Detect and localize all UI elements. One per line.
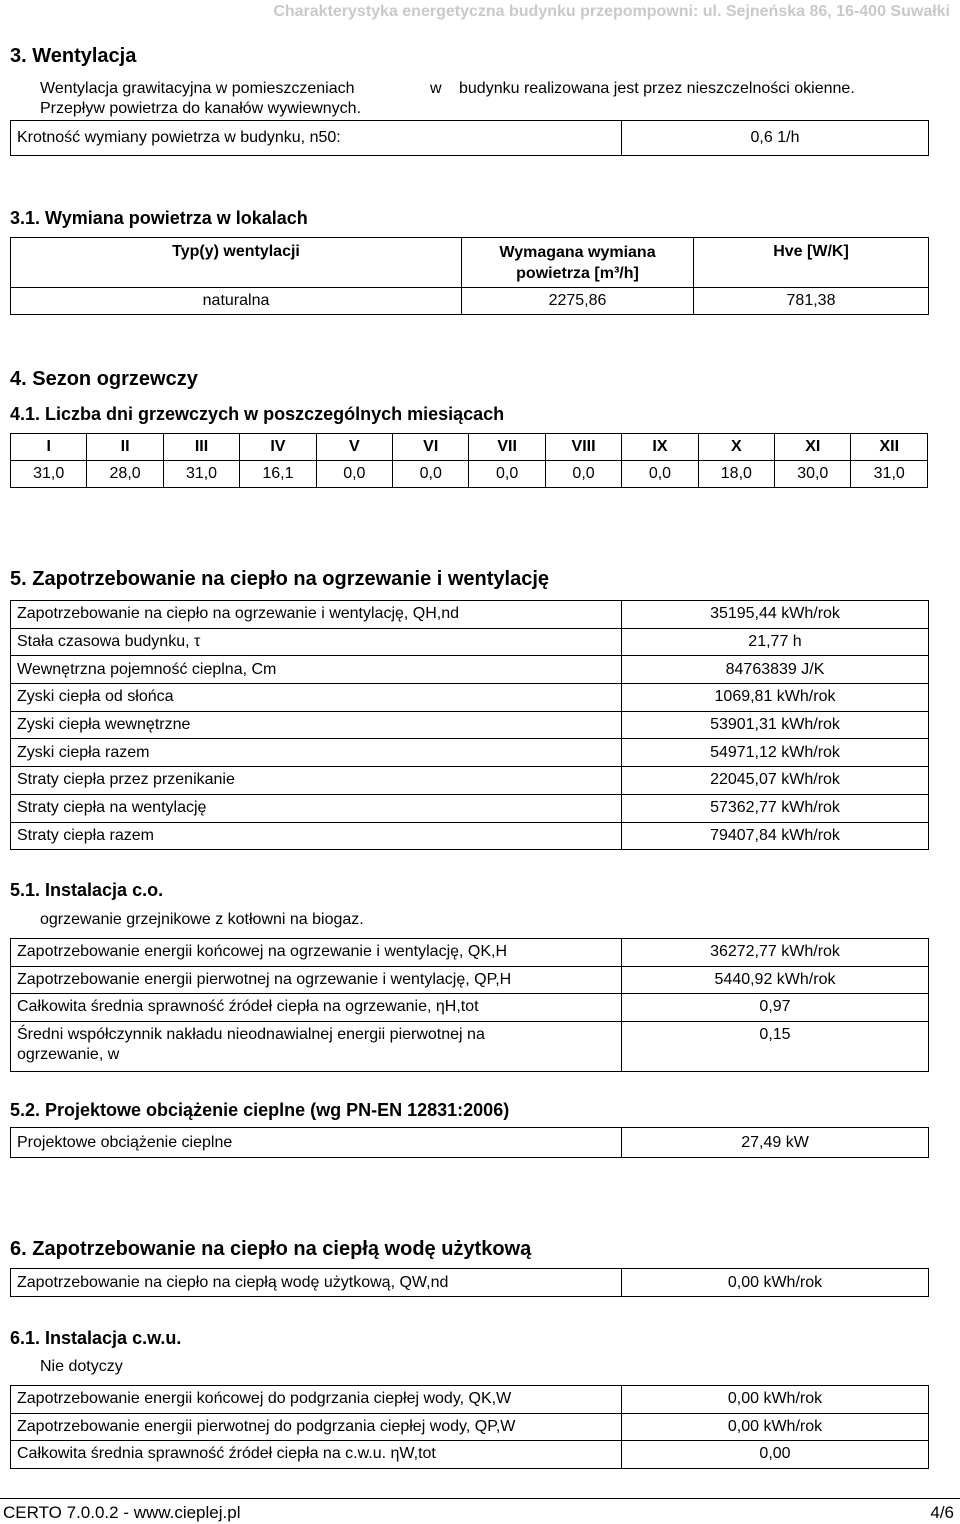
heating-days-table [10, 433, 928, 488]
month-days-value: 0,0 [469, 461, 545, 488]
ventilation-table [10, 237, 929, 315]
month-days-value: 0,0 [545, 461, 621, 488]
row-value: 21,77 h [622, 628, 929, 656]
row-label: Wewnętrzna pojemność cieplna, Cm [11, 656, 622, 684]
section-4-1-title: 4.1. Liczba dni grzewczych w poszczególnych miesiącach [10, 404, 505, 424]
s3-desc-line2: Przepływ powietrza do kanałów wywiewnych. [40, 100, 362, 117]
month-header: XI [775, 434, 851, 461]
month-header: IX [622, 434, 698, 461]
row-value: 0,00 [622, 1441, 929, 1469]
month-header: V [316, 434, 392, 461]
page-header-title: Charakterystyka energetyczna budynku przepompowni: ul. Sejneńska 86, 16-400 Suwałki [273, 3, 950, 20]
section-4-title: 4. Sezon ogrzewczy [10, 368, 198, 390]
design-load-table [10, 1127, 929, 1158]
month-header: VI [393, 434, 469, 461]
row-label: Stała czasowa budynku, τ [11, 628, 622, 656]
table-row [11, 1413, 929, 1441]
table-row [11, 601, 929, 629]
month-days-value: 31,0 [851, 461, 928, 488]
s51-last-label-line1: Średni współczynnik nakładu nieodnawialnej energii pierwotnej na [17, 1025, 485, 1043]
krotnosc-table [10, 120, 929, 156]
row-label: Zapotrzebowanie energii pierwotnej do podgrzania ciepłej wody, QP,W [11, 1413, 622, 1441]
table-row [11, 767, 929, 795]
row-value: 35195,44 kWh/rok [622, 601, 929, 629]
footer-page-number: 4/6 [930, 1503, 954, 1522]
s3-desc-line1-left: Wentylacja grawitacyjna w pomieszczeniach [40, 80, 355, 97]
row-value: 53901,31 kWh/rok [622, 711, 929, 739]
vent-row-hve: 781,38 [694, 288, 929, 315]
section-5-2-title: 5.2. Projektowe obciążenie cieplne (wg PN-EN 12831:2006) [10, 1100, 510, 1120]
month-days-value: 16,1 [240, 461, 316, 488]
table-row [11, 684, 929, 712]
row-label: Straty ciepła przez przenikanie [11, 767, 622, 795]
section-5-title: 5. Zapotrzebowanie na ciepło na ogrzewanie i wentylację [10, 568, 550, 590]
section-3-1-title: 3.1. Wymiana powietrza w lokalach [10, 208, 308, 228]
month-header: XII [851, 434, 928, 461]
row-value: 54971,12 kWh/rok [622, 739, 929, 767]
row-value: 22045,07 kWh/rok [622, 767, 929, 795]
month-header: IV [240, 434, 316, 461]
row-value: 84763839 J/K [622, 656, 929, 684]
row-label: Zyski ciepła wewnętrzne [11, 711, 622, 739]
vent-row-type: naturalna [11, 288, 462, 315]
row-label: Zapotrzebowanie energii pierwotnej na ogrzewanie i wentylację, QP,H [11, 966, 622, 994]
s51-last-label [11, 1021, 622, 1071]
design-load-label: Projektowe obciążenie cieplne [11, 1128, 622, 1158]
table-row [11, 1386, 929, 1414]
footer-left-text: CERTO 7.0.0.2 - www.cieplej.pl [3, 1503, 241, 1522]
section-5-1-title: 5.1. Instalacja c.o. [10, 880, 164, 900]
vent-col-exchange-line2: powietrza [m³/h] [516, 265, 639, 282]
row-label: Całkowita średnia sprawność źródeł ciepła na c.w.u. ηW,tot [11, 1441, 622, 1469]
vent-col-exchange-line1: Wymagana wymiana [499, 244, 656, 261]
row-label: Zyski ciepła od słońca [11, 684, 622, 712]
month-days-value: 31,0 [11, 461, 87, 488]
row-label: Zapotrzebowanie energii końcowej na ogrzewanie i wentylację, QK,H [11, 939, 622, 967]
month-header: VII [469, 434, 545, 461]
month-header: II [87, 434, 163, 461]
row-value: 5440,92 kWh/rok [622, 966, 929, 994]
table-row [11, 939, 929, 967]
vent-col-exchange [462, 238, 694, 288]
table-row [11, 739, 929, 767]
table-row [11, 966, 929, 994]
vent-row-exchange: 2275,86 [462, 288, 694, 315]
month-days-value: 0,0 [393, 461, 469, 488]
s51-last-value: 0,15 [622, 1021, 929, 1071]
row-label: Straty ciepła na wentylację [11, 794, 622, 822]
month-days-value: 28,0 [87, 461, 163, 488]
hot-water-demand-table [10, 1268, 929, 1297]
krotnosc-label: Krotność wymiany powietrza w budynku, n50: [11, 121, 622, 156]
design-load-value: 27,49 kW [622, 1128, 929, 1158]
row-value: 36272,77 kWh/rok [622, 939, 929, 967]
month-days-value: 0,0 [622, 461, 698, 488]
month-days-value: 30,0 [775, 461, 851, 488]
row-label: Straty ciepła razem [11, 822, 622, 850]
s51-desc: ogrzewanie grzejnikowe z kotłowni na biogaz. [40, 911, 364, 928]
month-days-value: 0,0 [316, 461, 392, 488]
s61-desc: Nie dotyczy [40, 1358, 123, 1375]
cwu-installation-table [10, 1385, 929, 1469]
row-label: Zyski ciepła razem [11, 739, 622, 767]
vent-col-type: Typ(y) wentylacji [11, 238, 462, 288]
s3-desc-line1-w: w [430, 80, 442, 97]
row-value: 0,00 kWh/rok [622, 1413, 929, 1441]
section-3-title: 3. Wentylacja [10, 45, 137, 67]
footer-divider [0, 1498, 960, 1499]
heat-demand-table [10, 600, 929, 850]
table-row [11, 1441, 929, 1469]
table-row [11, 994, 929, 1022]
s3-desc-line1-right: budynku realizowana jest przez nieszczelności okienne. [459, 80, 855, 97]
row-label: Całkowita średnia sprawność źródeł ciepła na ogrzewanie, ηH,tot [11, 994, 622, 1022]
table-row [11, 656, 929, 684]
table-row [11, 822, 929, 850]
hot-water-demand-value: 0,00 kWh/rok [622, 1269, 929, 1297]
month-days-value: 31,0 [163, 461, 239, 488]
table-row [11, 628, 929, 656]
month-header: III [163, 434, 239, 461]
row-value: 79407,84 kWh/rok [622, 822, 929, 850]
row-value: 0,00 kWh/rok [622, 1386, 929, 1414]
section-6-title: 6. Zapotrzebowanie na ciepło na ciepłą wodę użytkową [10, 1238, 532, 1260]
co-installation-table [10, 938, 929, 1072]
section-6-1-title: 6.1. Instalacja c.w.u. [10, 1328, 182, 1348]
row-label: Zapotrzebowanie na ciepło na ogrzewanie i wentylację, QH,nd [11, 601, 622, 629]
hot-water-demand-label: Zapotrzebowanie na ciepło na ciepłą wodę użytkową, QW,nd [11, 1269, 622, 1297]
table-row [11, 711, 929, 739]
vent-col-hve: Hve [W/K] [694, 238, 929, 288]
row-value: 1069,81 kWh/rok [622, 684, 929, 712]
row-label: Zapotrzebowanie energii końcowej do podgrzania ciepłej wody, QK,W [11, 1386, 622, 1414]
table-row [11, 794, 929, 822]
month-days-value: 18,0 [698, 461, 774, 488]
month-header: X [698, 434, 774, 461]
month-header: VIII [545, 434, 621, 461]
row-value: 0,97 [622, 994, 929, 1022]
krotnosc-value: 0,6 1/h [622, 121, 929, 156]
month-header: I [11, 434, 87, 461]
row-value: 57362,77 kWh/rok [622, 794, 929, 822]
s51-last-label-line2: ogrzewanie, w [17, 1045, 120, 1063]
